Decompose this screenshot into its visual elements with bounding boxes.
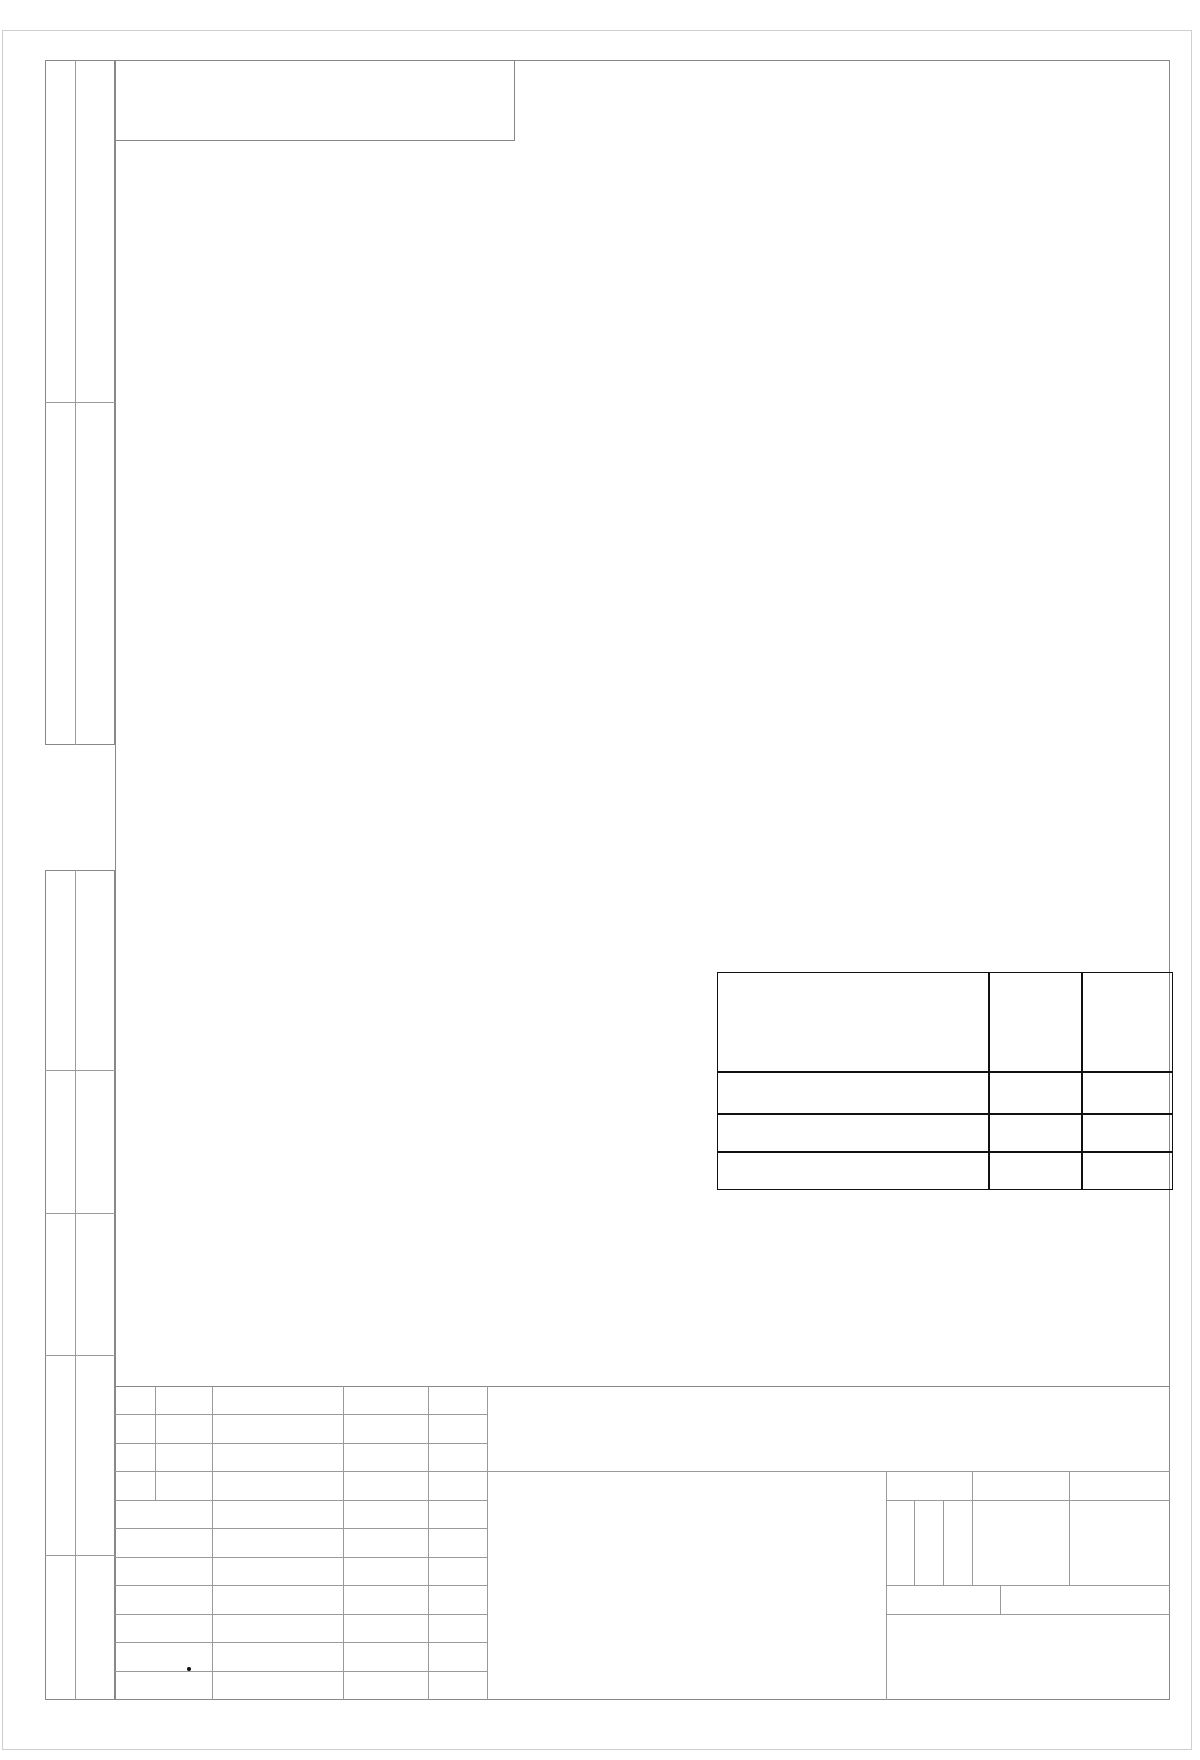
tb-dot xyxy=(187,1667,191,1671)
spec-table xyxy=(717,972,1173,1190)
title-block xyxy=(115,1386,1170,1700)
